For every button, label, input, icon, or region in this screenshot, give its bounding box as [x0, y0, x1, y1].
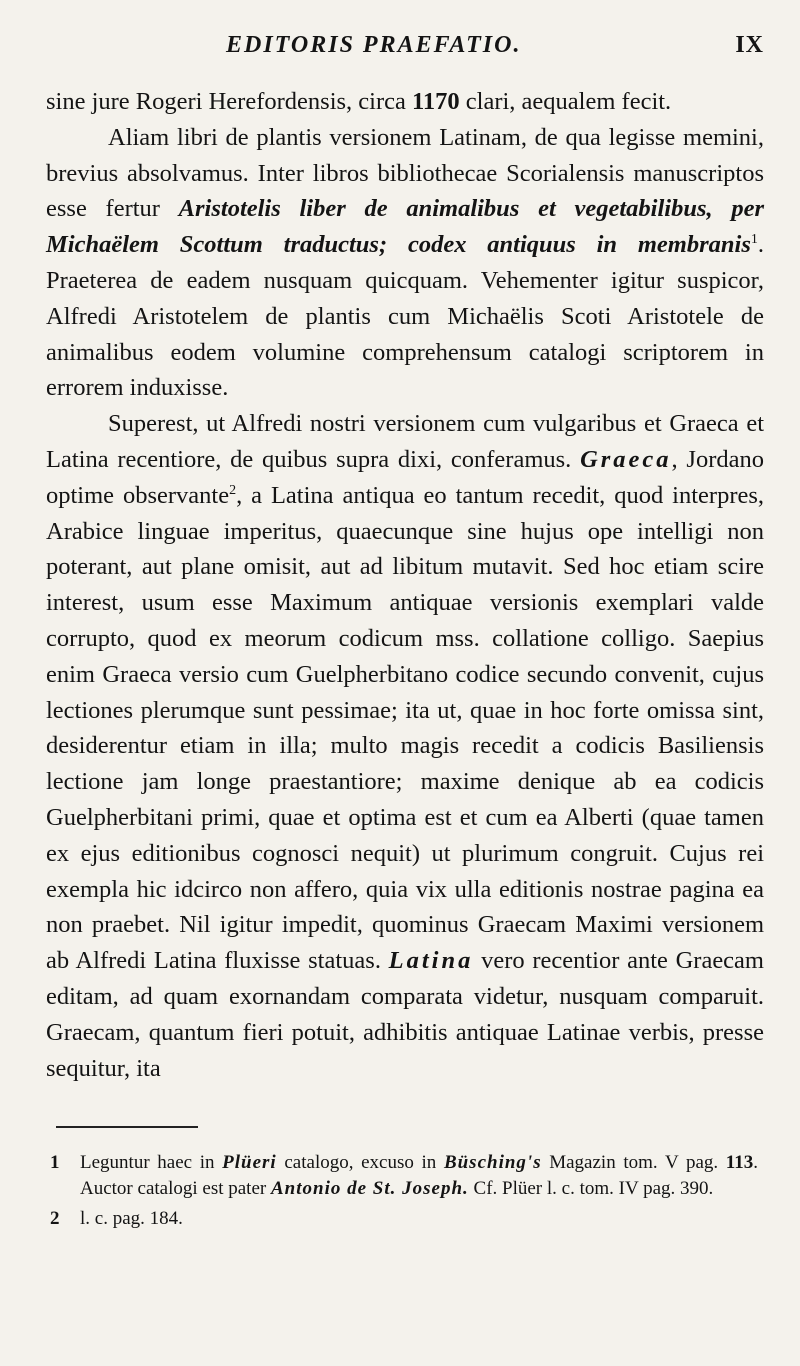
text-span: Leguntur haec in: [80, 1152, 223, 1174]
footnote: [46, 1150, 764, 1202]
footnote: [46, 1206, 764, 1232]
text-span: . Auctor catalogi est pater: [80, 1152, 758, 1200]
text-span: Plüeri: [222, 1152, 277, 1174]
text-span: Magazin tom. V pag.: [541, 1152, 726, 1174]
footnote-number: 2: [50, 1208, 60, 1230]
text-span: Graeca: [580, 445, 672, 473]
running-title: EDITORIS PRAEFATIO.: [226, 32, 522, 58]
footnote-rule: [56, 1126, 198, 1128]
text-span: 1170: [412, 88, 460, 115]
text-span: . Praeterea de eadem nusquam quicquam. Vehementer igitur suspicor, Alfredi Aristotelem de plantis cum Michaëlis Scoti Aristotele de animalibus eodem volumine comprehensum catalogi scriptorem in errorem induxisse.: [46, 231, 764, 402]
paragraph: [46, 120, 764, 406]
text-span: Aristotelis liber de animalibus et vegetabilibus, per Michaëlem Scottum traductus; codex antiquus in membranis: [46, 195, 764, 259]
text-span: Cf. Plüer l. c. tom. IV pag. 390.: [468, 1178, 714, 1200]
text-span: , Jordano optime observante: [46, 445, 764, 509]
footnote-ref: 2: [229, 482, 237, 498]
text-span: Büsching's: [443, 1152, 542, 1174]
text-span: sine jure Rogeri Herefordensis, circa: [46, 88, 412, 115]
footnote-text: [80, 1206, 764, 1232]
text-span: Superest, ut Alfredi nostri versionem cum vulgaribus et Graeca et Latina recentiore, de quibus supra dixi, conferamus.: [46, 410, 764, 473]
text-span: Aliam libri de plantis versionem Latinam, de qua legisse memini, brevius absolvamus. Inter libros bibliothecae Scorialensis manuscriptos esse fertur: [46, 123, 764, 223]
text-span: catalogo, excuso in: [276, 1152, 444, 1174]
text-span: , a Latina antiqua eo tantum recedit, quod interpres, Arabice linguae imperitus, quaecunque sine hujus ope intelligi non poterant, aut plane omisit, aut ad libitum mutavit. Sed hoc etiam scire interest, usum esse Maximum antiquae versionis exemplari valde corrupto, quod ex meorum codicum mss. collatione colligo. Saepius enim Graeca versio cum Guelpherbitano codice secundo convenit, cujus lectiones plerumque sunt pessimae; ita ut, quae in hoc forte omissa sint, desiderentur etiam in illa; multo magis recedit a codicis Basiliensis lectione jam longe praestantiore; maxime denique ab ea codicis Guelpherbitani primi, quae et optima est et cum ea Alberti (quae tamen ex ejus editionibus cognosci nequit) ut plurimum congruit. Cujus rei exempla hic idcirco non affero, quia vix ulla editionis nostrae pagina ea non praebet. Nil igitur impedit, quominus Graecam Maximi versionem ab Alfredi Latina fluxisse statuas.: [46, 481, 765, 975]
footnotes: [46, 1150, 764, 1232]
running-header: [46, 28, 764, 68]
footnote-number: 1: [50, 1152, 60, 1174]
paragraph: [46, 406, 764, 1086]
paragraph: [46, 84, 764, 120]
text-span: clari, aequalem fecit.: [459, 88, 672, 115]
footnote-ref: 1: [750, 232, 758, 248]
text-span: vero recentior ante Graecam editam, ad quam exornandam comparata videtur, nusquam comparuit. Graecam, quantum fieri potuit, adhibitis antiquae Latinae verbis, presse sequitur, ita: [46, 947, 764, 1082]
footnote-text: [80, 1150, 764, 1202]
main-text: [46, 84, 764, 1086]
page-number: IX: [735, 32, 764, 58]
text-span: Antonio de St. Joseph.: [270, 1178, 469, 1200]
text-span: 113: [725, 1152, 754, 1174]
text-span: Latina: [388, 947, 474, 975]
text-span: l. c. pag. 184.: [80, 1208, 183, 1230]
